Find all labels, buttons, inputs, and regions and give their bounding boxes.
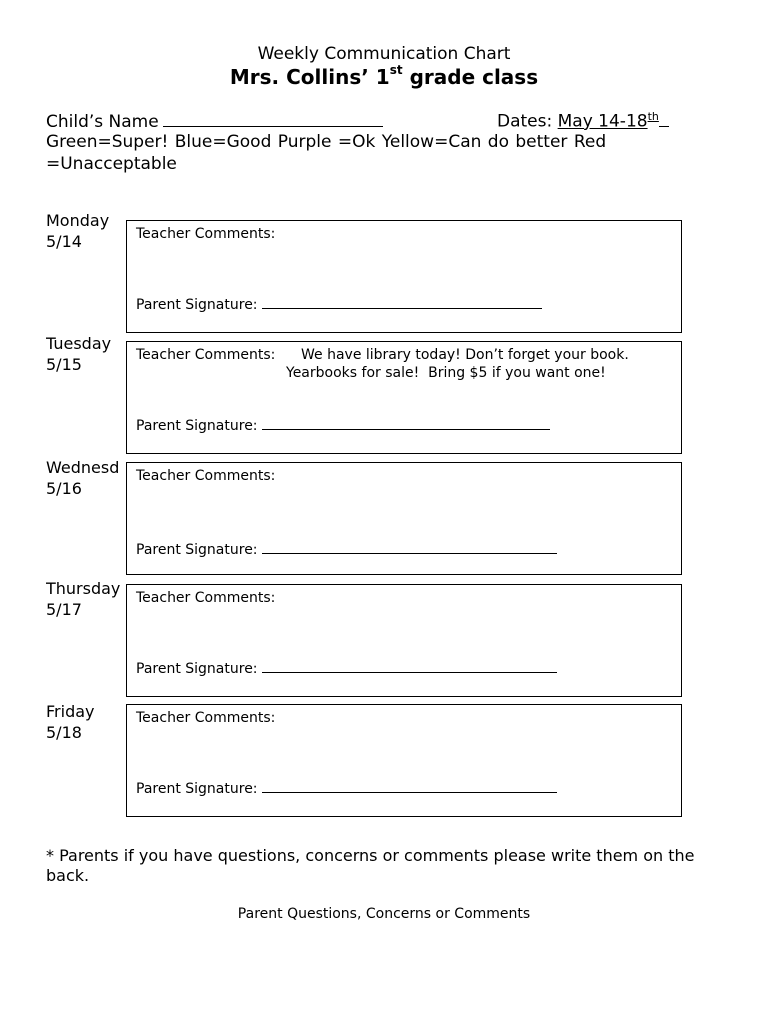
parent-signature-line[interactable] — [262, 296, 542, 309]
class-title-main: Mrs. Collins’ 1 — [229, 65, 390, 89]
day-name: Monday — [46, 211, 110, 230]
teacher-comments-label: Teacher Comments: — [136, 226, 276, 242]
parent-signature-label: Parent Signature: — [136, 781, 258, 797]
parent-signature-field — [136, 417, 550, 434]
day-date: 5/16 — [46, 479, 82, 498]
teacher-comment-line-1: We have library today! Don’t forget your book. — [301, 347, 629, 363]
parent-note: * Parents if you have questions, concerns or comments please write them on the back. — [46, 846, 695, 885]
parent-signature-field — [136, 541, 557, 558]
day-date: 5/14 — [46, 232, 82, 251]
day-box-thursday — [126, 584, 682, 697]
day-name: Thursday — [46, 579, 121, 598]
parent-signature-line[interactable] — [262, 541, 557, 554]
parent-signature-field — [136, 660, 557, 677]
parent-signature-label: Parent Signature: — [136, 297, 258, 313]
day-date: 5/18 — [46, 723, 82, 742]
class-title — [0, 65, 768, 89]
parent-signature-line[interactable] — [262, 780, 557, 793]
teacher-comments-label: Teacher Comments: — [136, 710, 276, 726]
teacher-comment-line-2: Yearbooks for sale! Bring $5 if you want one! — [286, 365, 606, 381]
teacher-comments-label: Teacher Comments: — [136, 347, 276, 363]
day-box-monday — [126, 220, 682, 333]
teacher-comments-label: Teacher Comments: — [136, 468, 276, 484]
dates-underline-tail — [659, 114, 669, 127]
parent-questions-heading: Parent Questions, Concerns or Comments — [237, 906, 531, 922]
class-title-tail: grade class — [402, 65, 539, 89]
day-box-tuesday — [126, 341, 682, 454]
child-name-field — [46, 110, 383, 132]
day-date: 5/17 — [46, 600, 82, 619]
parent-signature-label: Parent Signature: — [136, 418, 258, 434]
parent-signature-field — [136, 780, 557, 797]
color-legend: Green=Super! Blue=Good Purple =Ok Yellow=Can do better Red =Unacceptable — [46, 132, 607, 174]
parent-signature-field — [136, 296, 542, 313]
day-label-thursday — [46, 578, 128, 620]
day-name: Wednesd — [46, 458, 120, 477]
day-label-tuesday — [46, 333, 128, 375]
parent-signature-label: Parent Signature: — [136, 542, 258, 558]
day-date: 5/15 — [46, 355, 82, 374]
day-name: Friday — [46, 702, 95, 721]
day-name: Tuesday — [46, 334, 112, 353]
dates-field — [497, 110, 669, 132]
teacher-comments-label: Teacher Comments: — [136, 590, 276, 606]
child-name-line[interactable] — [163, 110, 383, 127]
dates-value: May 14-18 — [557, 111, 648, 132]
parent-signature-line[interactable] — [262, 660, 557, 673]
dates-label: Dates: — [497, 111, 553, 132]
day-label-monday — [46, 210, 128, 252]
document-title: Weekly Communication Chart — [257, 44, 511, 64]
parent-signature-line[interactable] — [262, 417, 550, 430]
day-label-wednesday — [46, 457, 128, 499]
dates-sup: th — [647, 110, 659, 123]
class-title-sup: st — [389, 63, 403, 78]
child-name-label: Child’s Name — [46, 112, 159, 132]
day-box-wednesday — [126, 462, 682, 575]
day-label-friday — [46, 701, 128, 743]
day-box-friday — [126, 704, 682, 817]
parent-signature-label: Parent Signature: — [136, 661, 258, 677]
